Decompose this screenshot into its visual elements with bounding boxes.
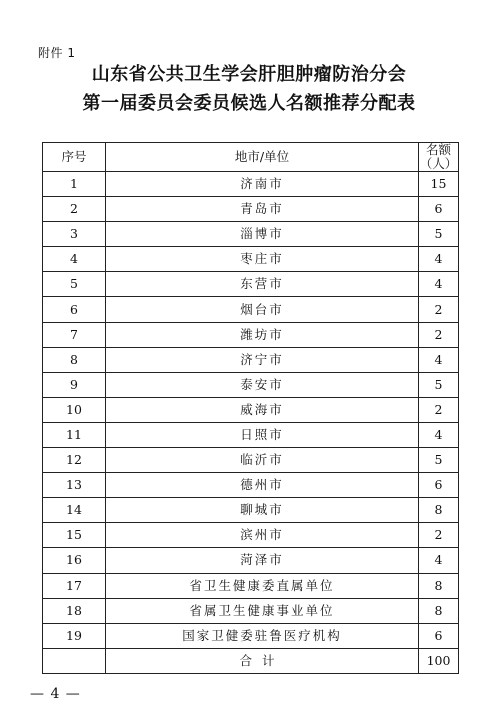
table-row xyxy=(43,197,459,222)
row-quota: 2 xyxy=(419,523,459,548)
row-unit: 淄博市 xyxy=(106,222,419,247)
row-seq: 6 xyxy=(43,297,106,322)
row-seq: 5 xyxy=(43,272,106,297)
row-unit: 国家卫健委驻鲁医疗机构 xyxy=(106,623,419,648)
row-unit: 聊城市 xyxy=(106,498,419,523)
table-row xyxy=(43,473,459,498)
table-row xyxy=(43,322,459,347)
table-row xyxy=(43,598,459,623)
table-row xyxy=(43,272,459,297)
table-row xyxy=(43,548,459,573)
row-seq: 15 xyxy=(43,523,106,548)
row-unit: 泰安市 xyxy=(106,372,419,397)
table-row xyxy=(43,297,459,322)
row-quota: 5 xyxy=(419,222,459,247)
row-seq: 8 xyxy=(43,347,106,372)
row-unit: 德州市 xyxy=(106,473,419,498)
row-seq: 17 xyxy=(43,573,106,598)
row-unit: 日照市 xyxy=(106,422,419,447)
row-quota: 4 xyxy=(419,247,459,272)
table-row xyxy=(43,498,459,523)
total-label: 合计 xyxy=(106,648,419,673)
row-quota: 2 xyxy=(419,297,459,322)
quota-allocation-table xyxy=(42,142,459,674)
row-unit: 青岛市 xyxy=(106,197,419,222)
row-quota: 4 xyxy=(419,422,459,447)
row-quota: 6 xyxy=(419,473,459,498)
row-quota: 8 xyxy=(419,498,459,523)
row-quota: 4 xyxy=(419,272,459,297)
row-seq: 10 xyxy=(43,397,106,422)
row-seq: 14 xyxy=(43,498,106,523)
table-row xyxy=(43,422,459,447)
row-unit: 菏泽市 xyxy=(106,548,419,573)
row-quota: 2 xyxy=(419,397,459,422)
row-quota: 15 xyxy=(419,172,459,197)
table-row xyxy=(43,347,459,372)
table-row xyxy=(43,448,459,473)
table-row xyxy=(43,222,459,247)
page-number: — 4 — xyxy=(30,686,81,702)
row-quota: 6 xyxy=(419,197,459,222)
attachment-label: 附件 1 xyxy=(38,46,76,60)
row-unit: 临沂市 xyxy=(106,448,419,473)
total-seq-empty xyxy=(43,648,106,673)
document-title-line-1: 山东省公共卫生学会肝胆肿瘤防治分会 xyxy=(91,64,407,85)
table-row xyxy=(43,573,459,598)
row-seq: 19 xyxy=(43,623,106,648)
total-row xyxy=(43,648,459,673)
row-seq: 13 xyxy=(43,473,106,498)
row-seq: 2 xyxy=(43,197,106,222)
row-quota: 4 xyxy=(419,548,459,573)
row-seq: 18 xyxy=(43,598,106,623)
row-seq: 11 xyxy=(43,422,106,447)
document-title-line-2: 第一届委员会委员候选人名额推荐分配表 xyxy=(82,93,416,114)
row-quota: 8 xyxy=(419,598,459,623)
row-seq: 1 xyxy=(43,172,106,197)
row-unit: 济南市 xyxy=(106,172,419,197)
table-row xyxy=(43,247,459,272)
header-unit: 地市/单位 xyxy=(106,143,419,172)
table-row xyxy=(43,523,459,548)
row-seq: 7 xyxy=(43,322,106,347)
row-unit: 威海市 xyxy=(106,397,419,422)
row-seq: 9 xyxy=(43,372,106,397)
table-row xyxy=(43,623,459,648)
row-quota: 5 xyxy=(419,448,459,473)
header-seq: 序号 xyxy=(43,143,106,172)
row-unit: 东营市 xyxy=(106,272,419,297)
row-unit: 烟台市 xyxy=(106,297,419,322)
row-unit: 枣庄市 xyxy=(106,247,419,272)
row-unit: 滨州市 xyxy=(106,523,419,548)
table-row xyxy=(43,372,459,397)
table-row xyxy=(43,172,459,197)
row-unit: 省卫生健康委直属单位 xyxy=(106,573,419,598)
row-unit: 潍坊市 xyxy=(106,322,419,347)
row-quota: 2 xyxy=(419,322,459,347)
row-seq: 3 xyxy=(43,222,106,247)
row-seq: 4 xyxy=(43,247,106,272)
header-quota: 名额（人） xyxy=(419,142,458,171)
row-quota: 8 xyxy=(419,573,459,598)
row-quota: 4 xyxy=(419,347,459,372)
row-unit: 省属卫生健康事业单位 xyxy=(106,598,419,623)
table-header-row xyxy=(43,143,459,172)
row-seq: 16 xyxy=(43,548,106,573)
table-row xyxy=(43,397,459,422)
row-seq: 12 xyxy=(43,448,106,473)
total-quota: 100 xyxy=(419,648,459,673)
row-quota: 5 xyxy=(419,372,459,397)
row-quota: 6 xyxy=(419,623,459,648)
row-unit: 济宁市 xyxy=(106,347,419,372)
